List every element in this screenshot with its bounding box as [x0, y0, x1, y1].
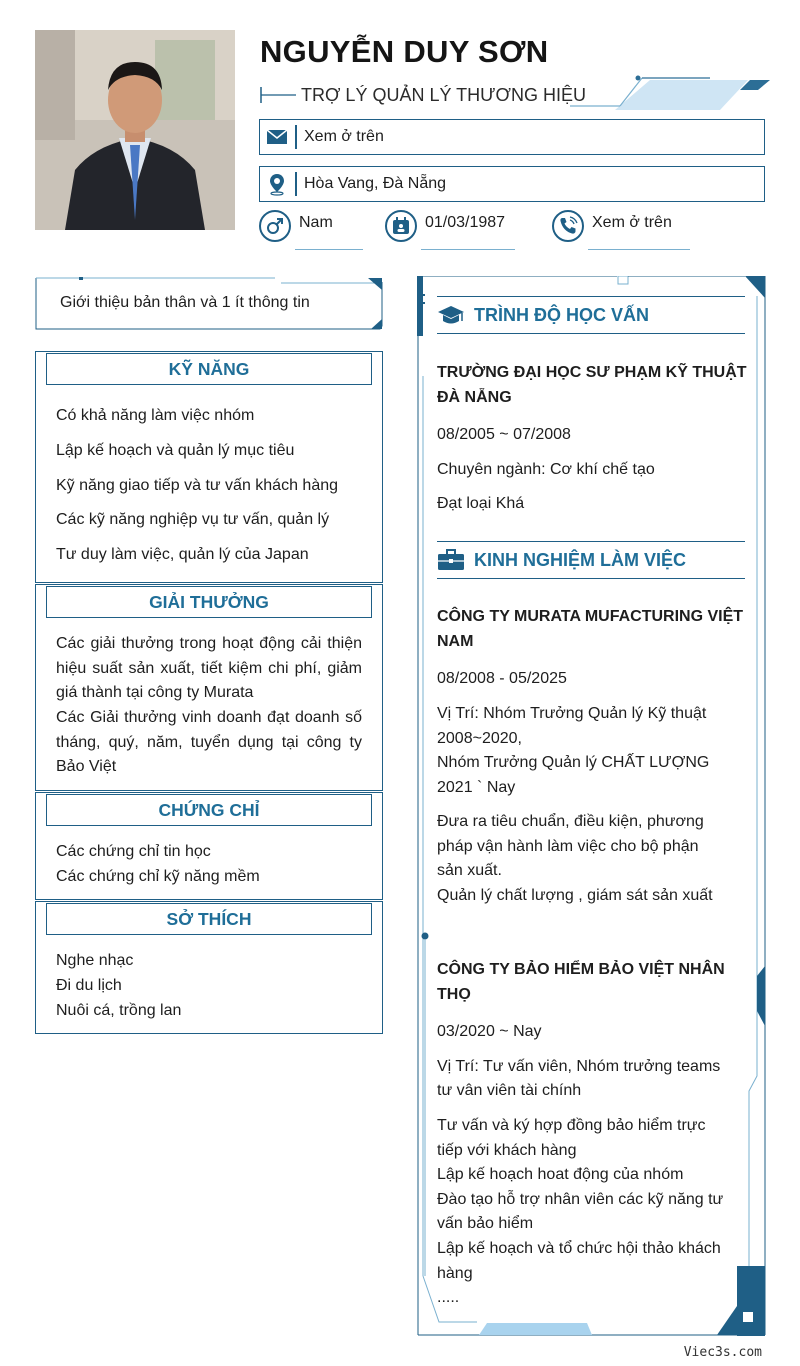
- job-description: Lập kế hoạch và tổ chức hội thảo khách: [437, 1240, 721, 1257]
- company-name: NAM: [437, 633, 474, 650]
- decorative-lines: [560, 72, 775, 112]
- graduation-cap-icon: [437, 303, 465, 327]
- intro-text: Giới thiệu bản thân và 1 ít thông tin: [60, 294, 310, 311]
- gender-value: Nam: [299, 214, 333, 231]
- school-name: ĐÀ NẴNG: [437, 389, 512, 406]
- experience-heading: KINH NGHIỆM LÀM VIỆC: [474, 550, 687, 570]
- full-name: NGUYỄN DUY SƠN: [260, 34, 549, 69]
- location-pin-icon: [264, 171, 290, 197]
- profile-photo: [35, 30, 235, 230]
- skill-item: Có khả năng làm việc nhóm: [56, 407, 255, 424]
- education-header: [437, 296, 745, 334]
- skills-heading: KỸ NĂNG: [46, 353, 372, 385]
- job-description: Đưa ra tiêu chuẩn, điều kiện, phương: [437, 813, 704, 830]
- certificates-heading: CHỨNG CHỈ: [46, 794, 372, 826]
- job-description: Tư vấn và ký hợp đồng bảo hiểm trực: [437, 1117, 706, 1134]
- email-box: [259, 119, 765, 155]
- job-position: Vị Trí: Tư vấn viên, Nhóm trưởng teams: [437, 1058, 721, 1075]
- skills-section: [35, 351, 383, 583]
- birthday-item: [385, 208, 525, 252]
- job-position: Vị Trí: Nhóm Trưởng Quản lý Kỹ thuật: [437, 705, 707, 722]
- certificate-item: Các chứng chỉ kỹ năng mềm: [56, 868, 260, 885]
- job-description: vấn bảo hiểm: [437, 1215, 534, 1232]
- skill-item: Kỹ năng giao tiếp và tư vấn khách hàng: [56, 477, 339, 494]
- school-name: TRƯỜNG ĐẠI HỌC SƯ PHẠM KỸ THUẬT: [437, 364, 747, 381]
- job-period: 03/2020 ~ Nay: [437, 1023, 542, 1040]
- skill-item: Lập kế hoạch và quản lý mục tiêu: [56, 442, 295, 459]
- gender-icon: [264, 215, 286, 237]
- job-position: Nhóm Trưởng Quản lý CHẤT LƯỢNG: [437, 754, 710, 771]
- job-description: Quản lý chất lượng , giám sát sản xuất: [437, 887, 713, 904]
- company-name: THỌ: [437, 986, 471, 1003]
- hobbies-section: [35, 901, 383, 1034]
- award-item: Các giải thưởng trong hoạt động cải thiện hiệu suất sản xuất, tiết kiệm chi phí, giảm giá thành tại công ty Murata: [56, 635, 362, 702]
- job-position: 2008~2020,: [437, 730, 522, 747]
- education-grade: Đạt loại Khá: [437, 495, 525, 512]
- certificates-section: [35, 792, 383, 900]
- education-period: 08/2005 ~ 07/2008: [437, 426, 571, 443]
- address-value: Hòa Vang, Đà Nẵng: [304, 175, 447, 192]
- birthday-value: 01/03/1987: [425, 214, 506, 231]
- intro-box: [35, 277, 383, 330]
- job-description: Lập kế hoạch hoat động của nhóm: [437, 1166, 684, 1183]
- education-heading: TRÌNH ĐỘ HỌC VẤN: [474, 305, 649, 325]
- job-description: pháp vận hành làm việc cho bộ phận: [437, 838, 699, 855]
- job-description: sản xuất.: [437, 862, 502, 879]
- skill-item: Tư duy làm việc, quản lý của Japan: [56, 546, 309, 563]
- award-item: Các Giải thưởng vinh doanh đạt doanh số tháng, quý, năm, tuyển dụng tại công ty Bảo Việt: [56, 709, 362, 776]
- gender-item: [259, 208, 369, 252]
- hobby-item: Nghe nhạc: [56, 952, 134, 969]
- awards-heading: GIẢI THƯỞNG: [46, 586, 372, 618]
- title-divider-icon: [260, 84, 300, 106]
- briefcase-icon: [437, 548, 465, 572]
- hobby-item: Đi du lịch: [56, 977, 122, 994]
- email-value: Xem ở trên: [304, 128, 384, 145]
- phone-value: Xem ở trên: [592, 214, 672, 231]
- job-description: hàng: [437, 1265, 473, 1282]
- skill-item: Các kỹ năng nghiệp vụ tư vấn, quản lý: [56, 511, 330, 528]
- certificate-item: Các chứng chỉ tin học: [56, 843, 211, 860]
- job-description: Đào tạo hỗ trợ nhân viên các kỹ năng tư: [437, 1191, 724, 1208]
- hobby-item: Nuôi cá, trồng lan: [56, 1002, 182, 1019]
- job-position: 2021 ` Nay: [437, 779, 516, 796]
- job-description: .....: [437, 1289, 460, 1306]
- company-name: CÔNG TY BẢO HIỂM BẢO VIỆT NHÂN: [437, 961, 725, 978]
- envelope-icon: [264, 124, 290, 150]
- calendar-icon: [390, 215, 412, 237]
- job-position: tư vân viên tài chính: [437, 1082, 582, 1099]
- job-title: TRỢ LÝ QUẢN LÝ THƯƠNG HIỆU: [301, 85, 586, 105]
- phone-icon: [557, 215, 579, 237]
- hobbies-heading: SỞ THÍCH: [46, 903, 372, 935]
- watermark[interactable]: Viec3s.com: [683, 1345, 762, 1360]
- awards-section: [35, 584, 383, 791]
- company-name: CÔNG TY MURATA MUFACTURING VIỆT: [437, 608, 744, 625]
- job-description: tiếp với khách hàng: [437, 1142, 577, 1159]
- address-box: [259, 166, 765, 202]
- education-major: Chuyên ngành: Cơ khí chế tạo: [437, 461, 655, 478]
- experience-header: [437, 541, 745, 579]
- job-period: 08/2008 - 05/2025: [437, 670, 567, 687]
- phone-item: [552, 208, 692, 252]
